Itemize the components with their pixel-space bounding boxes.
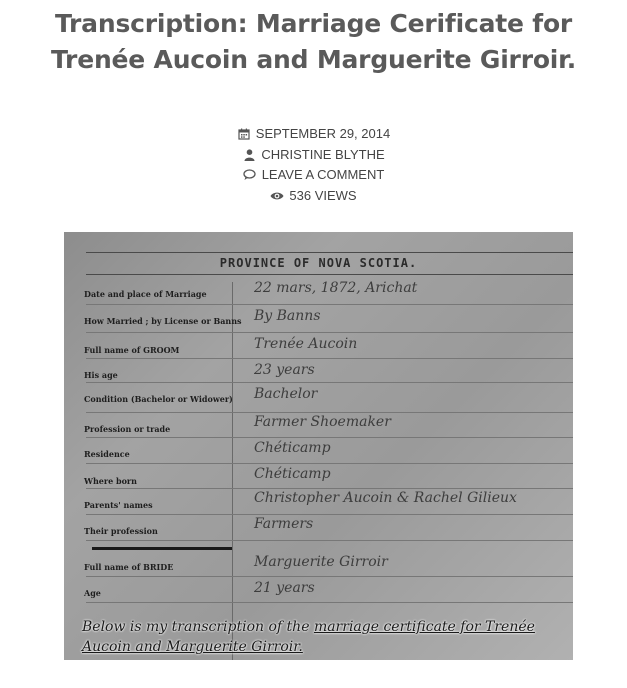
- handwritten-entry: 23 years: [254, 362, 315, 378]
- date-link[interactable]: SEPTEMBER 29, 2014: [255, 126, 391, 141]
- eye-icon: [270, 189, 284, 203]
- header-rule-bottom: [86, 274, 573, 275]
- form-rule: [86, 463, 573, 464]
- doc-label: His age: [84, 370, 118, 380]
- form-rule: [86, 514, 573, 515]
- certificate-image: [64, 232, 573, 660]
- caption-text: Below is my transcription of the: [82, 619, 314, 635]
- form-rule: [86, 358, 573, 359]
- doc-label: Where born: [84, 476, 137, 486]
- doc-label: Full name of BRIDE: [84, 562, 174, 572]
- doc-label: Age: [84, 588, 101, 598]
- form-rule: [86, 488, 573, 489]
- handwritten-entry: Marguerite Girroir: [254, 554, 388, 570]
- post-meta: [0, 124, 627, 206]
- handwritten-entry: Farmers: [254, 516, 314, 532]
- views-count: 536 VIEWS: [289, 187, 357, 203]
- meta-author[interactable]: [242, 145, 384, 166]
- doc-label: Condition (Bachelor or Widower): [84, 394, 233, 404]
- calendar-icon: [237, 127, 251, 141]
- meta-views: [270, 186, 356, 207]
- handwritten-entry: 22 mars, 1872, Arichat: [254, 280, 418, 296]
- certificate-header: PROVINCE OF NOVA SCOTIA.: [219, 256, 418, 270]
- caption: [82, 617, 562, 657]
- handwritten-entry: Christopher Aucoin & Rachel Gilieux: [254, 490, 517, 506]
- doc-label: Profession or trade: [84, 424, 171, 434]
- doc-label: Full name of GROOM: [84, 345, 180, 355]
- author-link[interactable]: CHRISTINE BLYTHE: [261, 146, 385, 162]
- handwritten-entry: Trenée Aucoin: [254, 336, 358, 352]
- form-rule: [86, 412, 573, 413]
- handwritten-entry: 21 years: [254, 580, 315, 596]
- handwritten-entry: By Banns: [254, 308, 321, 324]
- handwritten-entry: Farmer Shoemaker: [254, 414, 391, 430]
- header-rule-top: [86, 252, 573, 253]
- post-title: Transcription: Marriage Cerificate for Trenée Aucoin and Marguerite Girroir.: [50, 9, 577, 74]
- meta-date[interactable]: [237, 124, 390, 145]
- handwritten-entry: Chéticamp: [254, 440, 331, 456]
- doc-label: Residence: [84, 449, 130, 459]
- form-rule: [86, 576, 573, 577]
- handwritten-entry: Bachelor: [254, 386, 318, 402]
- user-icon: [242, 148, 256, 162]
- transcription-link[interactable]: marriage certificate for Trenée Aucoin and Marguerite Girroir.: [82, 619, 535, 655]
- form-rule: [86, 382, 573, 383]
- form-rule: [86, 602, 573, 603]
- doc-label: How Married ; by License or Banns: [84, 316, 242, 326]
- section-divider: [92, 547, 232, 550]
- leave-comment-link[interactable]: LEAVE A COMMENT: [261, 167, 385, 182]
- column-divider: [232, 282, 233, 660]
- doc-label: Their profession: [84, 526, 158, 536]
- meta-comments[interactable]: [243, 165, 385, 186]
- form-rule: [86, 332, 573, 333]
- comment-icon: [243, 168, 257, 182]
- form-rule: [86, 540, 573, 541]
- doc-label: Parents' names: [84, 500, 153, 510]
- handwritten-entry: Chéticamp: [254, 466, 331, 482]
- form-rule: [86, 304, 573, 305]
- doc-label: Date and place of Marriage: [84, 289, 207, 299]
- form-rule: [86, 437, 573, 438]
